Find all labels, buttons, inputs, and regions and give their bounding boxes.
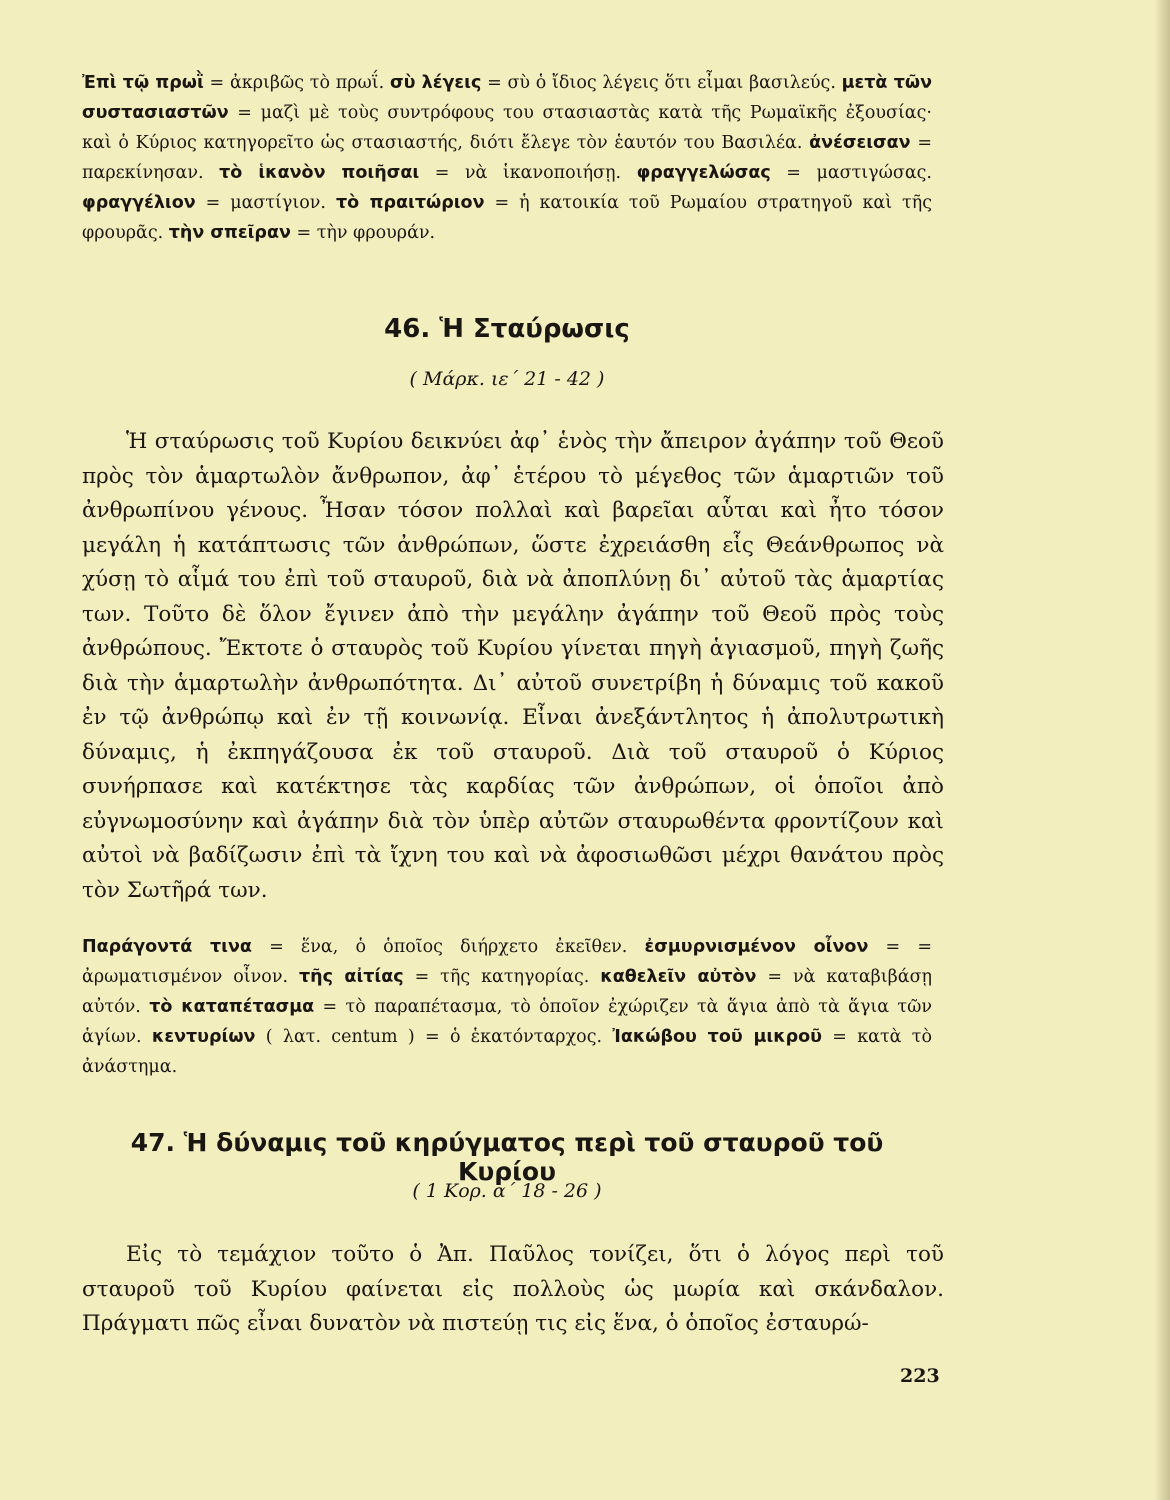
glossary-definition: = μαστιγώσας. bbox=[770, 163, 932, 183]
glossary-definition: = ἡ κατοικία τοῦ Ρωμαίου στρατηγοῦ καὶ τῆς φρουρᾶς. bbox=[82, 193, 932, 243]
glossary-term: Παράγοντά τινα bbox=[82, 937, 252, 957]
glossary-term: σὺ λέγεις bbox=[389, 73, 482, 93]
glossary-term: Ἰακώβου τοῦ μικροῦ bbox=[612, 1027, 822, 1047]
glossary-definition: ( λατ. centum ) = ὁ ἑκατόνταρχος. bbox=[255, 1027, 613, 1047]
glossary-definition: = ἕνα, ὁ ὁποῖος διήρχετο ἐκεῖθεν. bbox=[251, 937, 645, 957]
glossary-definition: = σὺ ὁ ἴδιος λέγεις ὅτι εἶμαι βασιλεύς. bbox=[481, 73, 842, 93]
section-47-reference: ( 1 Κορ. α΄ 18 - 26 ) bbox=[412, 1180, 602, 1202]
section-47-body bbox=[82, 1238, 944, 1342]
glossary-definition: = νὰ καταβιβάσῃ αὐτόν. bbox=[82, 967, 933, 1017]
glossary-term: τῆς αἰτίας bbox=[298, 967, 404, 987]
section-46-body bbox=[82, 425, 944, 908]
glossary-definition: = νὰ ἱκανοποιήσῃ. bbox=[419, 163, 637, 183]
glossary-definition: = κατὰ τὸ ἀνάστημα. bbox=[82, 1027, 932, 1077]
glossary-term: τὸ πραιτώριον bbox=[335, 193, 485, 213]
glossary-term: μετὰ τῶν συστασιαστῶν bbox=[82, 73, 932, 123]
glossary-definition: = τῆς κατηγορίας. bbox=[403, 967, 601, 987]
glossary-definition: = τὸ παραπέτασμα, τὸ ὁποῖον ἐχώριζεν τὰ ἅγια ἀπὸ τὰ ἅγια τῶν ἁγίων. bbox=[82, 997, 932, 1047]
section-47-title: 47. Ἡ δύναμις τοῦ κηρύγματος περὶ τοῦ σταυροῦ τοῦ Κυρίου bbox=[130, 1128, 884, 1186]
glossary-definition: = μαστίγιον. bbox=[195, 193, 336, 213]
glossary-term: τὴν σπεῖραν bbox=[168, 223, 291, 243]
section-46-reference: ( Μάρκ. ιε΄ 21 - 42 ) bbox=[409, 368, 605, 390]
glossary-definition: = = ἀρωματισμένον οἶνον. bbox=[82, 937, 933, 987]
section-46-title: 46. Ἡ Σταύρωσις bbox=[384, 314, 630, 344]
glossary-notes-mid bbox=[82, 932, 932, 1082]
glossary-term: ἐσμυρνισμένον οἶνον bbox=[644, 937, 869, 957]
glossary-term: ἀνέσεισαν bbox=[809, 133, 911, 153]
body-paragraph: Ἡ σταύρωσις τοῦ Κυρίου δεικνύει ἀφ᾽ ἑνὸς τὴν ἄπειρον ἀγάπην τοῦ Θεοῦ πρὸς τὸν ἁμαρτωλὸν ἄνθρωπον, ἀφ᾽ ἑτέρου τὸ μέγεθος τῶν ἁμαρτιῶν τοῦ ἀνθρωπίνου γένους. Ἦσαν τόσον πολλαὶ καὶ βαρεῖαι αὗται καὶ ἦτο τόσον μεγάλη ἡ κατάπτωσις τῶν ἀνθρώπων, ὥστε ἐχρειάσθη εἷς Θεάνθρωπος νὰ χύσῃ τὸ αἷμά του ἐπὶ τοῦ σταυροῦ, διὰ νὰ ἀποπλύνῃ δι᾽ αὐτοῦ τὰς ἁμαρτίας των. Τοῦτο δὲ ὅλον ἔγινεν ἀπὸ τὴν μεγάλην ἀγάπην τοῦ Θεοῦ πρὸς τοὺς ἀνθρώπους. Ἔκτοτε ὁ σταυρὸς τοῦ Κυρίου γίνεται πηγὴ ἁγιασμοῦ, πηγὴ ζωῆς διὰ τὴν ἁμαρτωλὴν ἀνθρωπότητα. Δι᾽ αὐτοῦ συνετρίβη ἡ δύναμις τοῦ κακοῦ ἐν τῷ ἀνθρώπῳ καὶ ἐν τῇ κοινωνίᾳ. Εἶναι ἀνεξάντλητος ἡ ἀπολυτρωτικὴ δύναμις, ἡ ἐκπηγάζουσα ἐκ τοῦ σταυροῦ. Διὰ τοῦ σταυροῦ ὁ Κύριος συνήρπασε καὶ κατέκτησε τὰς καρδίας τῶν ἀνθρώπων, οἱ ὁποῖοι ἀπὸ εὐγνωμοσύνην καὶ ἀγάπην διὰ τὸν ὑπὲρ αὐτῶν σταυρωθέντα φροντίζουν καὶ αὐτοὶ νὰ βαδίζωσιν ἐπὶ τὰ ἴχνη του καὶ νὰ ἀφοσιωθῶσι μέχρι θανάτου πρὸς τὸν Σωτῆρά των. bbox=[82, 429, 944, 903]
glossary-paragraph bbox=[82, 932, 932, 1082]
glossary-definition: = ἀκριβῶς τὸ πρωΐ. bbox=[203, 73, 390, 93]
glossary-term: φραγγελώσας bbox=[636, 163, 771, 183]
glossary-definition: = παρεκίνησαν. bbox=[82, 133, 932, 183]
page-number: 223 bbox=[900, 1365, 940, 1387]
glossary-paragraph bbox=[82, 68, 932, 248]
glossary-term: Ἐπὶ τῷ πρωῒ bbox=[82, 73, 204, 93]
body-paragraph: Εἰς τὸ τεμάχιον τοῦτο ὁ Ἀπ. Παῦλος τονίζει, ὅτι ὁ λόγος περὶ τοῦ σταυροῦ τοῦ Κυρίου φαίνεται εἰς πολλοὺς ὡς μωρία καὶ σκάνδαλον. Πράγματι πῶς εἶναι δυνατὸν νὰ πιστεύῃ τις εἰς ἕνα, ὁ ὁποῖος ἐσταυρώ- bbox=[82, 1242, 944, 1336]
page-gutter-shadow bbox=[1154, 0, 1170, 1500]
glossary-term: καθελεῖν αὐτὸν bbox=[600, 967, 757, 987]
glossary-notes-top bbox=[82, 68, 932, 248]
glossary-term: τὸ καταπέτασμα bbox=[149, 997, 315, 1017]
glossary-definition: = μαζὶ μὲ τοὺς συντρόφους του στασιαστὰς κατὰ τῆς Ρωμαϊκῆς ἐξουσίας· καὶ ὁ Κύριος κατηγορεῖτο ὡς στασιαστής, διότι ἔλεγε τὸν ἑαυτόν του Βασιλέα. bbox=[82, 103, 932, 153]
glossary-term: τὸ ἱκανὸν ποιῆσαι bbox=[219, 163, 420, 183]
glossary-definition: = τὴν φρουράν. bbox=[290, 223, 436, 243]
glossary-term: φραγγέλιον bbox=[82, 193, 196, 213]
glossary-term: κεντυρίων bbox=[151, 1027, 256, 1047]
